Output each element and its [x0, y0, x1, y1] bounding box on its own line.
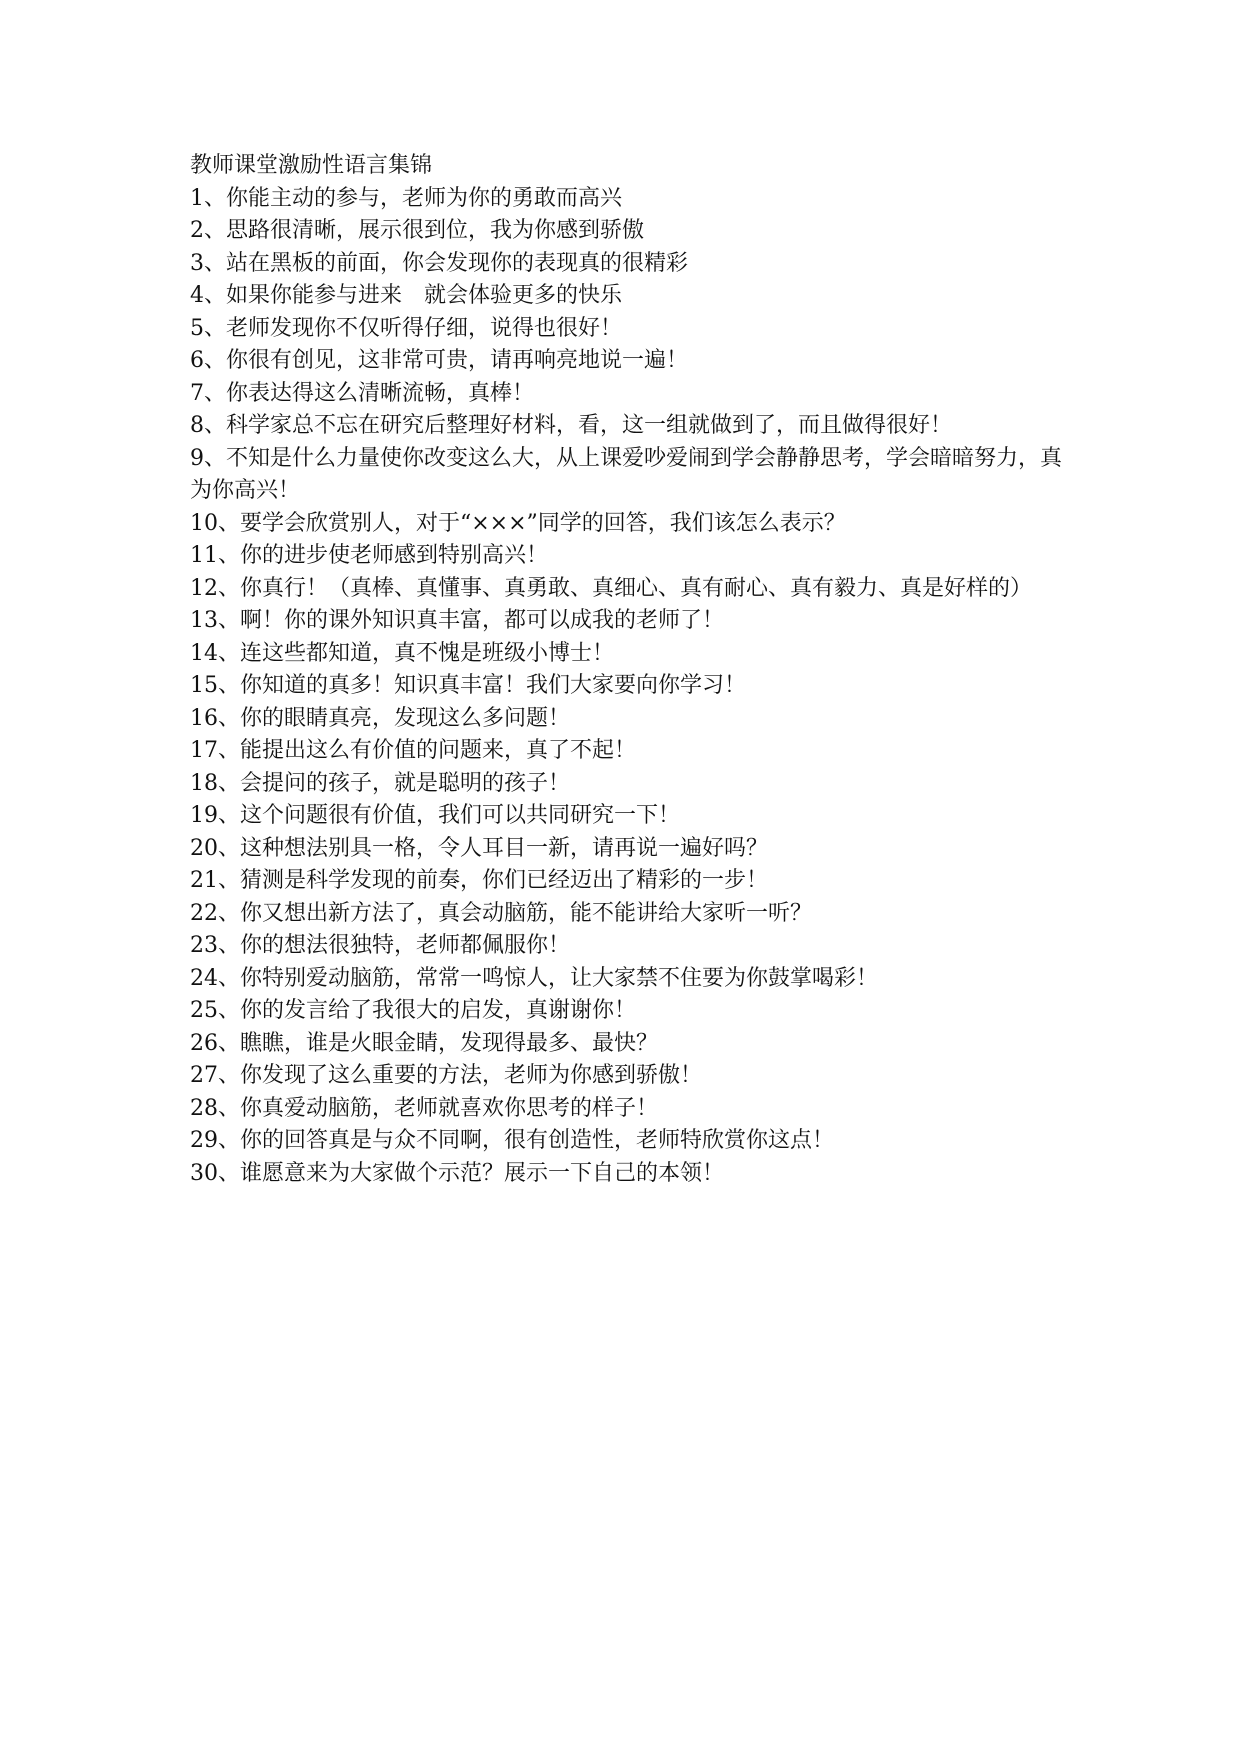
document-page — [190, 150, 1070, 1190]
list-item: 1、你能主动的参与，老师为你的勇敢而高兴 — [190, 185, 622, 211]
list-item: 19、这个问题很有价值，我们可以共同研究一下！ — [190, 803, 680, 828]
list-item: 5、老师发现你不仅听得仔细，说得也很好！ — [190, 315, 622, 341]
list-item: 10、要学会欣赏别人，对于“×××”同学的回答，我们该怎么表示？ — [190, 510, 846, 536]
document-title: 教师课堂激励性语言集锦 — [190, 153, 433, 178]
list-item: 13、啊！你的课外知识真丰富，都可以成我的老师了！ — [190, 608, 724, 633]
list-item: 9、不知是什么力量使你改变这么大，从上课爱吵爱闹到学会静静思考，学会暗暗努力，真为你高兴！ — [190, 445, 1063, 503]
list-item: 26、瞧瞧，谁是火眼金睛，发现得最多、最快？ — [190, 1030, 658, 1056]
list-item: 22、你又想出新方法了，真会动脑筋，能不能讲给大家听一听？ — [190, 900, 812, 926]
list-item: 27、你发现了这么重要的方法，老师为你感到骄傲！ — [190, 1063, 702, 1088]
list-item: 25、你的发言给了我很大的启发，真谢谢你！ — [190, 998, 636, 1023]
list-item: 6、你很有创见，这非常可贵，请再响亮地说一遍！ — [190, 348, 688, 373]
list-item: 4、如果你能参与进来 就会体验更多的快乐 — [190, 283, 622, 308]
list-item: 16、你的眼睛真亮，发现这么多问题！ — [190, 705, 570, 731]
list-item: 3、站在黑板的前面，你会发现你的表现真的很精彩 — [190, 250, 688, 276]
list-item: 17、能提出这么有价值的问题来，真了不起！ — [190, 738, 636, 763]
list-item: 7、你表达得这么清晰流畅，真棒！ — [190, 380, 534, 406]
list-item: 30、谁愿意来为大家做个示范？展示一下自己的本领！ — [190, 1160, 724, 1186]
list-item: 2、思路很清晰，展示很到位，我为你感到骄傲 — [190, 218, 644, 243]
list-item: 14、连这些都知道，真不愧是班级小博士！ — [190, 640, 614, 666]
list-item: 8、科学家总不忘在研究后整理好材料，看，这一组就做到了，而且做得很好！ — [190, 413, 952, 438]
list-item: 20、这种想法别具一格，令人耳目一新，请再说一遍好吗？ — [190, 835, 768, 861]
list-item: 12、你真行！（真棒、真懂事、真勇敢、真细心、真有耐心、真有毅力、真是好样的） — [190, 575, 1032, 601]
list-item: 15、你知道的真多！知识真丰富！我们大家要向你学习！ — [190, 673, 746, 698]
list-item: 23、你的想法很独特，老师都佩服你！ — [190, 933, 570, 958]
list-item: 21、猜测是科学发现的前奏，你们已经迈出了精彩的一步！ — [190, 868, 768, 893]
list-item: 29、你的回答真是与众不同啊，很有创造性，老师特欣赏你这点！ — [190, 1128, 834, 1153]
phrase-list — [190, 183, 1070, 1191]
list-item: 18、会提问的孩子，就是聪明的孩子！ — [190, 770, 570, 796]
list-item: 28、你真爱动脑筋，老师就喜欢你思考的样子！ — [190, 1095, 658, 1121]
list-item: 11、你的进步使老师感到特别高兴！ — [190, 543, 548, 568]
list-item: 24、你特别爱动脑筋，常常一鸣惊人，让大家禁不住要为你鼓掌喝彩！ — [190, 965, 878, 991]
